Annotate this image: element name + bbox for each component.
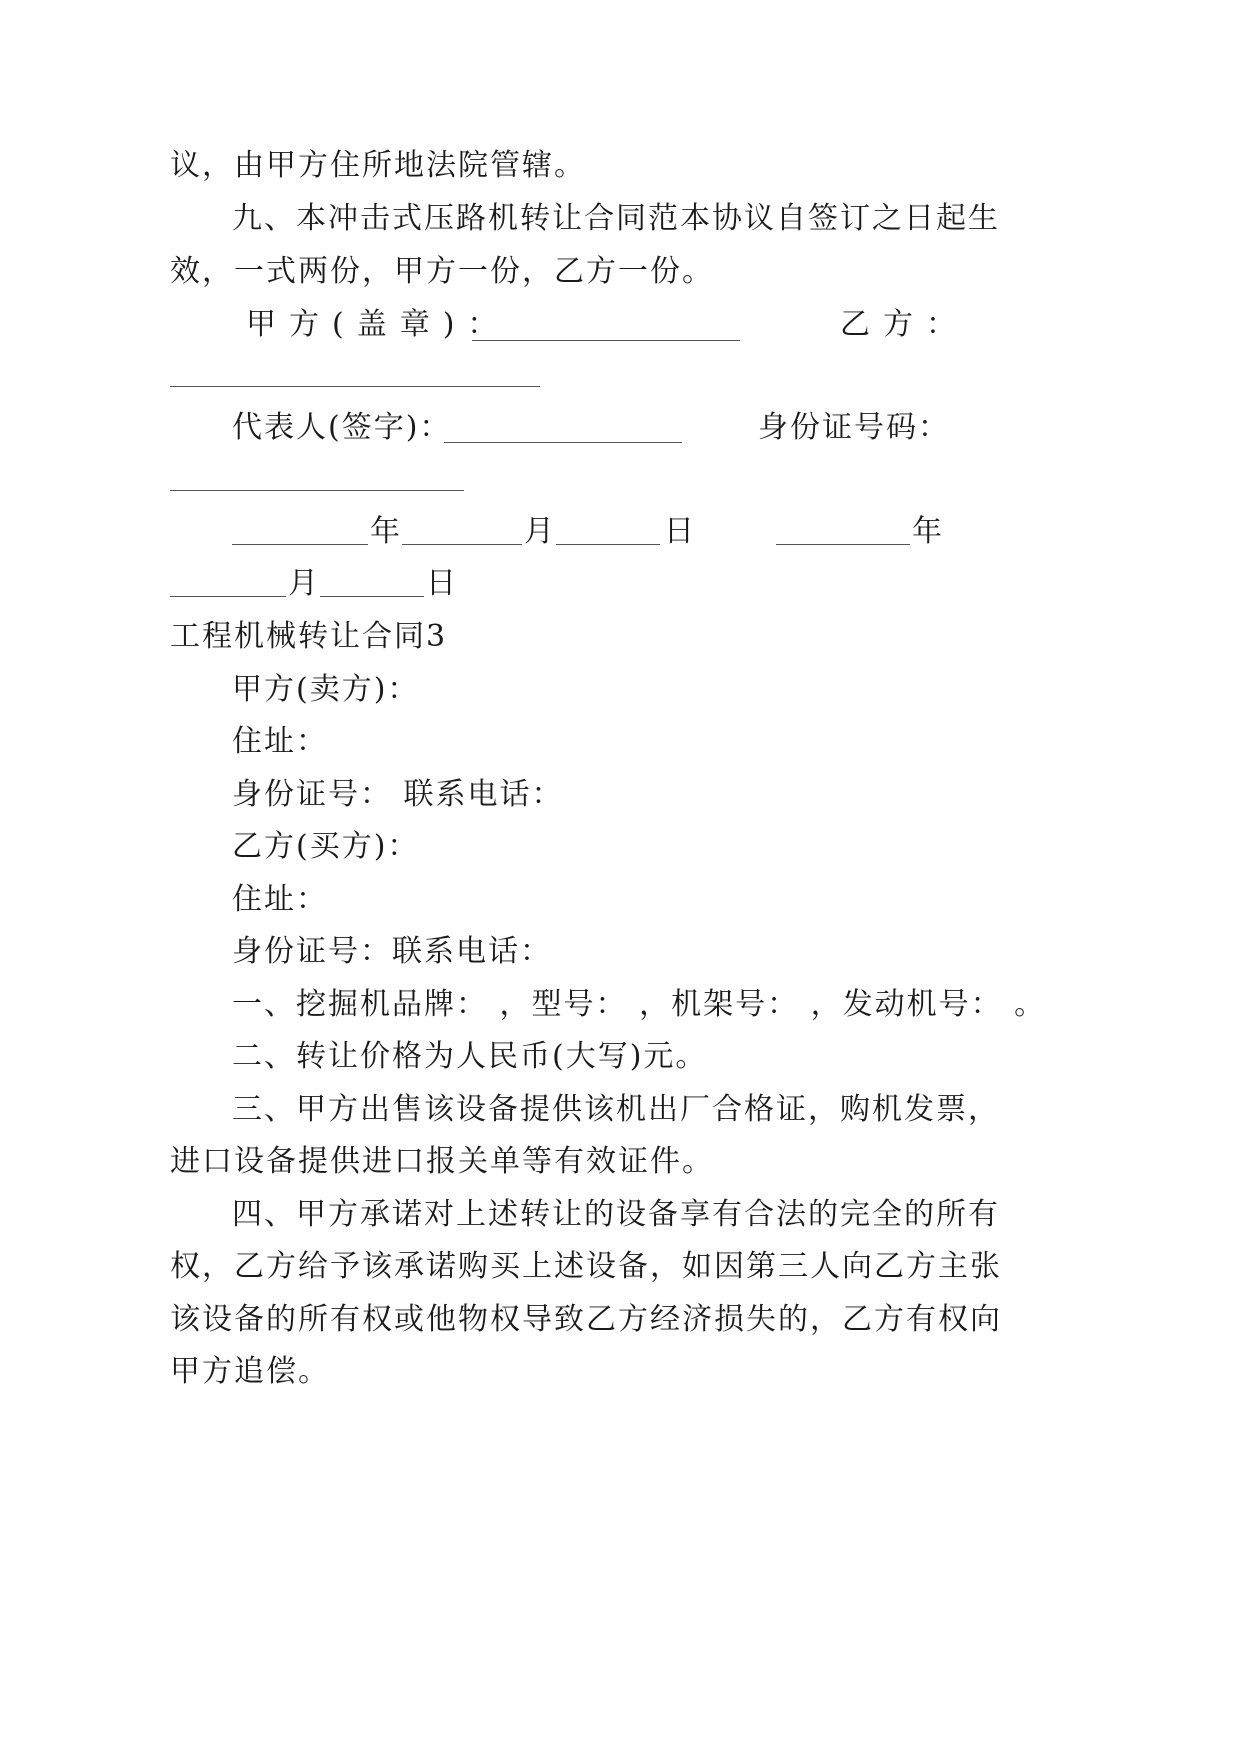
representative-blank	[444, 418, 682, 443]
clause-8-end-line: 议，由甲方住所地法院管辖。	[170, 148, 586, 183]
date-b-year: 年	[912, 514, 944, 549]
party-b-blank	[170, 362, 540, 387]
contract-3-title: 工程机械转让合同3	[170, 619, 448, 654]
buyer-id-phone-label: 身份证号：联系电话：	[232, 934, 552, 969]
party-b-label: 乙方：	[840, 307, 969, 342]
clause-2: 二、转让价格为人民币(大写)元。	[232, 1039, 708, 1074]
date-a-year: 年	[370, 514, 402, 549]
date-a-day: 日	[664, 514, 696, 549]
date-b-month-blank	[170, 572, 286, 597]
date-b-year-blank	[776, 520, 910, 545]
date-a-day-blank	[556, 520, 660, 545]
representative-label: 代表人(签字)：	[232, 410, 452, 445]
date-a-year-blank	[232, 520, 368, 545]
buyer-label: 乙方(买方)：	[232, 829, 420, 864]
clause-4-line-3: 该设备的所有权或他物权导致乙方经济损失的，乙方有权向	[170, 1302, 1002, 1337]
clause-3-line-2: 进口设备提供进口报关单等有效证件。	[170, 1144, 714, 1179]
seller-address-label: 住址：	[232, 724, 328, 759]
clause-4-line-4: 甲方追偿。	[170, 1354, 330, 1389]
id-number-label: 身份证号码：	[758, 410, 950, 445]
clause-4-line-1: 四、甲方承诺对上述转让的设备享有合法的完全的所有	[232, 1197, 1000, 1232]
date-b-month: 月	[288, 566, 320, 601]
date-a-month: 月	[524, 514, 556, 549]
date-b-day-blank	[320, 572, 424, 597]
date-a-month-blank	[402, 520, 522, 545]
clause-1: 一、挖掘机品牌： ，型号： ，机架号： ，发动机号： 。	[232, 987, 1047, 1022]
id-number-blank	[170, 466, 464, 491]
party-a-seal-blank	[472, 316, 740, 341]
clause-9-line-1: 九、本冲击式压路机转让合同范本协议自签订之日起生	[232, 201, 1000, 236]
party-a-seal-label: 甲方(盖章)：	[246, 307, 511, 342]
clause-4-line-2: 权，乙方给予该承诺购买上述设备，如因第三人向乙方主张	[170, 1249, 1002, 1284]
clause-3-line-1: 三、甲方出售该设备提供该机出厂合格证，购机发票，	[232, 1092, 1000, 1127]
buyer-address-label: 住址：	[232, 882, 328, 917]
date-b-day: 日	[426, 566, 458, 601]
seller-label: 甲方(卖方)：	[232, 672, 420, 707]
seller-id-phone-label: 身份证号： 联系电话：	[232, 777, 564, 812]
clause-9-line-2: 效，一式两份，甲方一份，乙方一份。	[170, 254, 714, 289]
